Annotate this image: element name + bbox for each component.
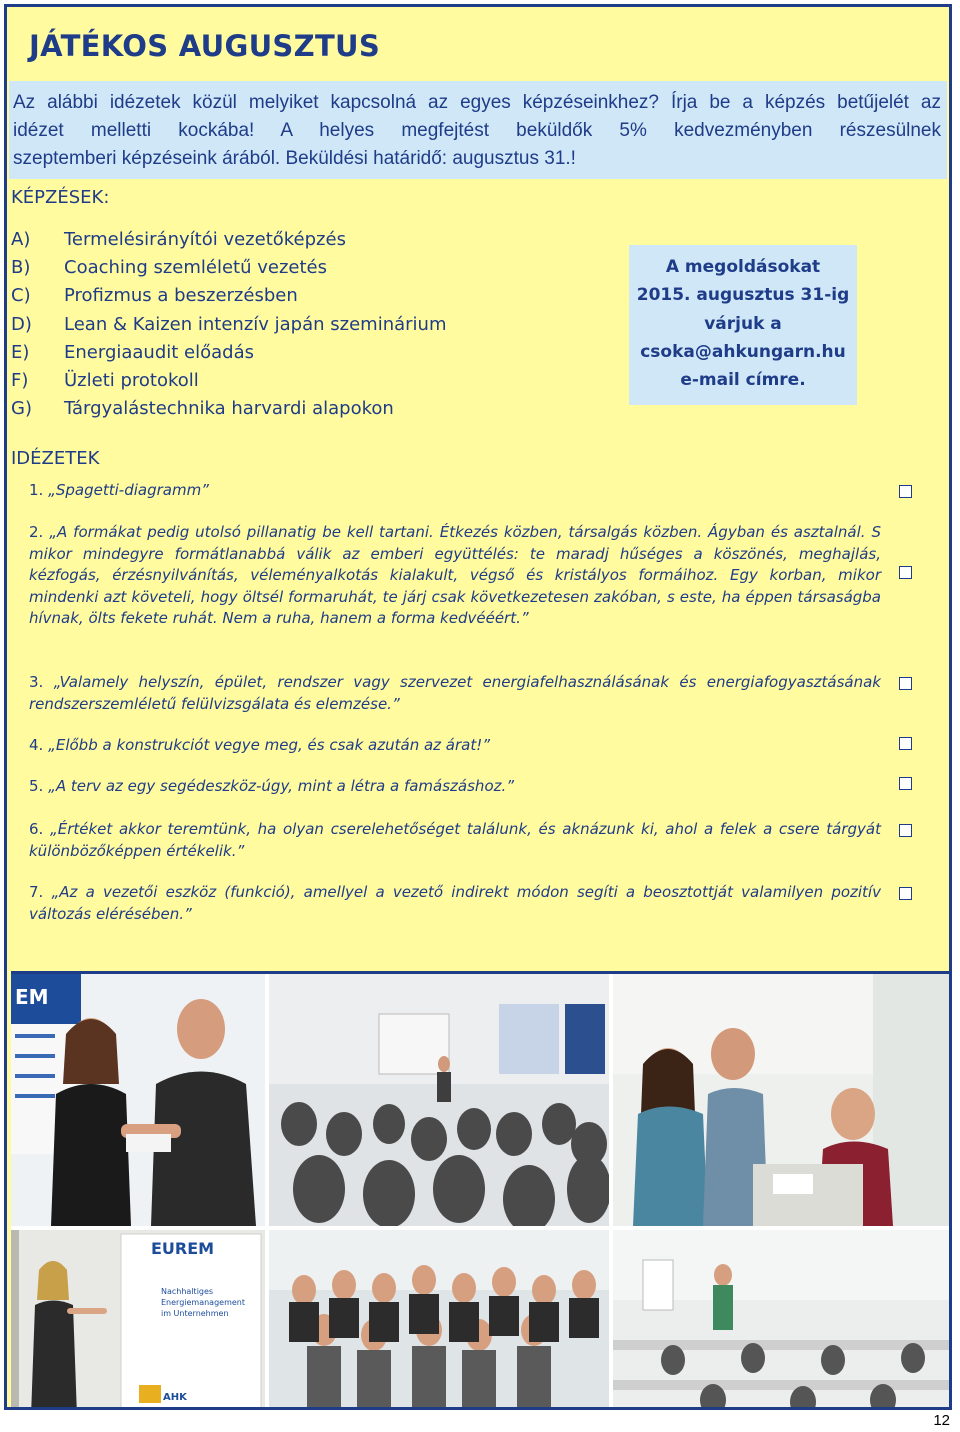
answer-checkbox[interactable] (899, 677, 912, 690)
quote-text: „Valamely helyszín, épület, rendszer vagy szervezet energiafelhasználásának és energiafogyasztásának rendszerszemléletű felülvizsgálata és elemzése.” (29, 673, 881, 713)
presentation-line: Nachhaltiges (161, 1287, 214, 1296)
solution-line: 2015. augusztus 31-ig (636, 285, 850, 306)
training-item (11, 282, 446, 310)
training-letter: B) (11, 256, 31, 278)
training-item (11, 395, 446, 423)
training-item (11, 338, 446, 366)
photo-group-portrait-image (269, 1230, 609, 1410)
training-letter: A) (11, 228, 31, 250)
content-frame (4, 4, 952, 1410)
training-item (11, 310, 446, 338)
quote-text: „A formákat pedig utolsó pillanatig be kell tartani. Étkezés közben, társalgás közben. Ágyban és asztalnál. S mikor mindegyre formátlanabbá válik az emberi együttélés: te maradj hűséges a köszönés, meghajlás, kézfogás, érzésnyilvánítás, véleményalkotás kialakult, végső és kristályos formáihoz. Egy korban, mikor mindenki azt követeli, hogy öltsél formaruhát, te járj csak következetesen zakóban, s este, ha éppen társaságba hívnak, ölts fekete ruhát. Nem a ruha, hanem a forma kedvééért.” (29, 523, 881, 627)
intro-text (9, 81, 947, 179)
solution-line: A megoldásokat (665, 257, 821, 277)
training-letter: C) (11, 285, 31, 307)
training-letter: D) (11, 313, 32, 335)
page-title: JÁTÉKOS AUGUSZTUS (29, 29, 381, 63)
answer-checkbox[interactable] (899, 824, 912, 837)
solution-info-box (629, 245, 857, 405)
answer-checkbox[interactable] (899, 887, 912, 900)
quote-number: 7. (29, 883, 44, 901)
quote-item (29, 735, 881, 757)
answer-checkbox[interactable] (899, 737, 912, 750)
banner-logo-text: EM (15, 985, 49, 1009)
training-item (11, 366, 446, 394)
training-label: Energiaaudit előadás (64, 341, 254, 363)
trainings-list (11, 225, 446, 423)
quote-item (29, 480, 881, 502)
intro-line-1: Az alábbi idézetek közül melyiket kapcsolná az egyes képzéseinkhez? Írja be a képzés betűjelét az (13, 92, 941, 113)
photo-group-work (613, 974, 952, 1226)
photo-handshake-image (11, 974, 265, 1226)
photo-handshake (11, 974, 265, 1226)
solution-email-link[interactable]: csoka@ahkungarn.hu (640, 341, 846, 362)
training-letter: G) (11, 398, 32, 420)
training-label: Profizmus a beszerzésben (64, 285, 298, 307)
training-item (11, 253, 446, 281)
quote-text: „Az a vezetői eszköz (funkció), amellyel a vezető indirekt módon segíti a beosztottját valamilyen pozitív változás elérésében.” (29, 883, 881, 923)
photo-conference-room (269, 974, 609, 1226)
answer-checkbox[interactable] (899, 485, 912, 498)
quote-number: 3. (29, 673, 44, 691)
training-label: Lean & Kaizen intenzív japán szeminárium (64, 313, 447, 335)
quote-text: „Értéket akkor teremtünk, ha olyan cserelehetőséget találunk, és aknázunk ki, ahol a felek a csere tárgyát különbözőképpen értékelik.” (29, 820, 881, 860)
trainings-heading: KÉPZÉSEK: (11, 187, 110, 208)
quote-item (29, 672, 881, 715)
quote-item (29, 819, 881, 862)
training-letter: F) (11, 370, 29, 392)
solution-line: e-mail címre. (680, 370, 806, 391)
training-label: Tárgyalástechnika harvardi alapokon (64, 398, 394, 420)
intro-line-3: szeptemberi képzéseink árából. Beküldési határidő: augusztus 31.! (13, 148, 576, 169)
quote-item (29, 776, 881, 798)
quote-number: 5. (29, 777, 44, 795)
page-number: 12 (933, 1412, 950, 1429)
presentation-brand: EUREM (151, 1239, 215, 1258)
training-label: Termelésirányítói vezetőképzés (64, 228, 346, 250)
quote-number: 1. (29, 481, 44, 499)
intro-line-2: idézet melletti kockába! A helyes megfejtést beküldők 5% kedvezményben részesülnek (13, 120, 941, 141)
photo-classroom-image (613, 1230, 952, 1410)
photo-presentation (11, 1230, 265, 1410)
training-item (11, 225, 446, 253)
presentation-line: Energiemanagement (161, 1298, 246, 1307)
presentation-line: im Unternehmen (161, 1309, 229, 1318)
quote-text: „A terv az egy segédeszköz-úgy, mint a létra a famászáshoz.” (48, 777, 515, 795)
photo-classroom (613, 1230, 952, 1410)
photo-group-portrait (269, 1230, 609, 1410)
quote-number: 2. (29, 523, 44, 541)
photo-group-work-image (613, 974, 952, 1226)
presentation-logo: AHK (163, 1392, 187, 1403)
solution-line: várjuk a (704, 313, 782, 334)
quotes-heading: IDÉZETEK (11, 448, 100, 469)
quote-number: 6. (29, 820, 44, 838)
quote-number: 4. (29, 736, 44, 754)
training-label: Üzleti protokoll (64, 370, 199, 392)
answer-checkbox[interactable] (899, 777, 912, 790)
quote-item (29, 522, 881, 630)
quote-text: „Spagetti-diagramm” (48, 481, 209, 499)
photo-presentation-image (11, 1230, 265, 1410)
quote-text: „Előbb a konstrukciót vegye meg, és csak azután az árat!” (48, 736, 491, 754)
quote-item (29, 882, 881, 925)
photo-collage (11, 971, 952, 1410)
photo-conference-image (269, 974, 609, 1226)
answer-checkbox[interactable] (899, 566, 912, 579)
training-letter: E) (11, 341, 30, 363)
training-label: Coaching szemléletű vezetés (64, 256, 328, 278)
